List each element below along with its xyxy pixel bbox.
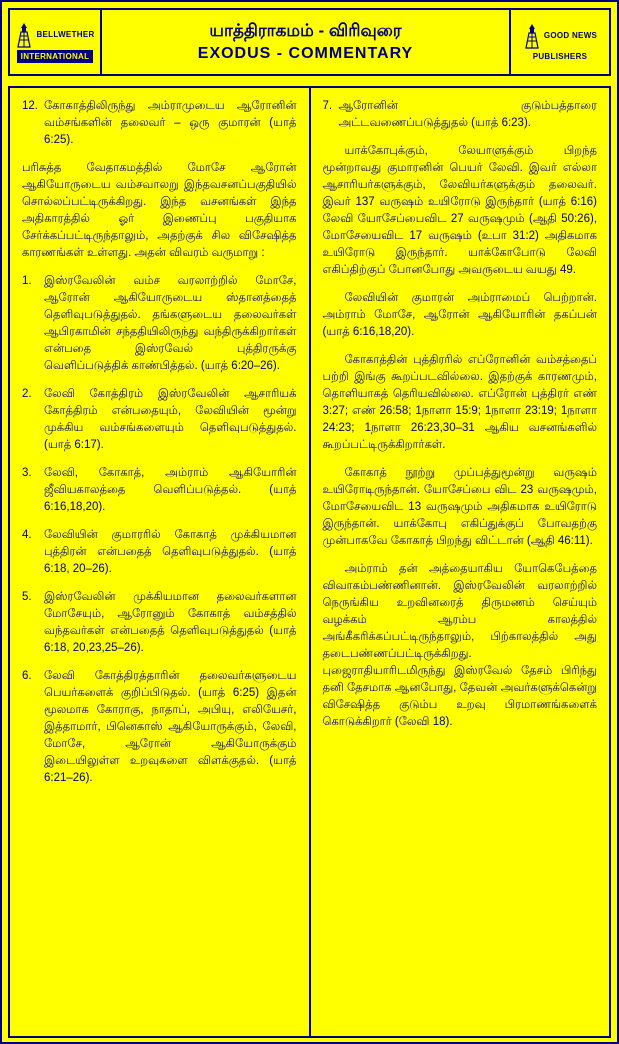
list-item-text: கோகாத்திலிருந்து அம்ராமுடைய ஆரோனின் வம்சங்களின் தலைவர் – ஒரு குமாரன் (யாத் 6:25). [44,100,297,146]
list-item-number: 5. [22,591,32,603]
body-paragraph: கோகாத்தின் புத்திரரில் எப்ரோனின் வம்சத்தைப் பற்றி இங்கு கூறப்படவில்லை. இதற்குக் காரணமும், தொளியாகத் தெரியவில்லை. எப்ரோன் புத்திரர் எண் 3:27; எண் 26:58; 1நாளா 15:9; 1நாளா 23:19; 1நாளா 24:23; 1நாளா 26:23,30–31 ஆகிய வசனங்களில் கூறப்பட்டிருக்கிறார்கள். [322,354,597,451]
list-item [22,465,297,516]
list-item-text: லேவியின் குமாரரில் கோகாத் முக்கியமான புத்திரன் என்பதைத் தெளிவுபடுத்துதல். (யாத் 6:18, 20–26). [44,529,297,575]
list-item [323,98,598,132]
list-item-text: இஸ்ரவேலின் வம்ச வரலாற்றில் மோசே, ஆரோன் ஆகியோருடைய ஸ்தானத்தைத் தெளிவுபடுத்துதல். தங்களுடைய தலைவர்கள் ஆபிரகாமின் சந்ததியிலிருந்து வந்திருக்கிறார்கள் என்பதை இஸ்ரவேல் புத்திரருக்கு வெளிப்படுத்திக் காண்பித்தல். (யாத் 6:20–26). [44,275,297,372]
body-paragraph: கோகாத் நூற்று முப்பத்துமூன்று வருஷம் உயிரோடிருந்தான். யோசேப்பை விட 23 வருஷமும், மோசேயைவிட 13 வருஷமும் அதிகமாக உயிரோடு இருந்தான். யாக்கோபு எகிப்துக்குப் போவதற்கு முன்பாகவே கோகாத் பிறந்து விட்டான் (ஆதி 46:11). [322,467,597,547]
body-paragraph: யாக்கோபுக்கும், லேயாளுக்கும் பிறந்த மூன்றாவது குமாரனின் பெயர் லேவி. இவர் எல்லா ஆசாரியர்களுக்கும், லேவியர்களுக்கும் தலைவர். இவர் 137 வருஷம் உயிரோடு இருந்தார் (யாத் 6:16) லேவி யோசேப்பைவிட 27 வருஷமும் (ஆதி 50:26), மோசேயைவிட 17 வருஷம் (உபா 31:2) அதிகமாக உயிரோடு இருந்தார். யாக்கோபோடு லேவி எகிப்திற்குப் போனபோது அவருடைய வயது 49. [322,145,597,276]
list-item-number: 1. [22,275,32,287]
body-paragraph: லேவியின் குமாரன் அம்ராமைப் பெற்றான். அம்ராம் மோசே, ஆரோன் ஆகியோரின் தகப்பன் (யாத் 6:16,18,20). [322,292,597,338]
logo-left-line1: BELLWETHER [36,29,95,39]
body-columns [8,86,611,1038]
list-item-number: 4. [22,529,32,541]
list-item [22,386,297,454]
list-item-text: இஸ்ரவேலின் முக்கியமான தலைவர்களான மோசேயும், ஆரோனும் கோகாத் வம்சத்தில் வந்தவர்கள் என்பதைத் தெளிவுபடுத்துதல் (யாத் 6:18, 20,23,25–26). [44,591,297,654]
list-item-number: 2. [22,388,32,400]
list-item-text: லேவி, கோகாத், அம்ராம் ஆகியோரின் ஜீவியகாலத்தை வெளிப்படுத்தல். (யாத் 6:16,18,20). [44,467,297,513]
right-column [311,88,610,1036]
list-item-number: 6. [22,670,32,682]
page-header [8,8,611,76]
list-item-text: லேவி கோத்திரத்தாரின் தலைவர்களுடைய பெயர்களைக் குறிப்பிடுதல். (யாத் 6:25) இதன் மூலமாக கோராகு, நாதாப், அபியு, எலியேசர், இத்தாமார், பினெகாஸ் ஆகியோருக்கும், லேவி, மோசே, ஆரோன் ஆகியோருக்கும் இடையிலுள்ள உறவுகளை விளக்குதல். (யாத் 6:21–26). [44,670,297,784]
body-paragraph: அம்ராம் தன் அத்தையாகிய யோகெபேத்தை விவாகம்பண்ணினான். இஸ்ரவேலின் வரலாற்றில் நெருங்கிய உறவினரைத் திருமணம் செய்யும் வழக்கம் ஆரம்ப காலத்தில் அங்கீகரிக்கப்பட்டிருந்தாலும், பிற்காலத்தில் அது தடைபண்ணப்பட்டிருக்கிறது. புஜைராதியாரிடமிருந்து இஸ்ரவேல் தேசம் பிரிந்து தனி தேசமாக ஆனபோது, தேவன் அவர்களுக்கென்று விசேஷித்த குடும்ப உறவு பிரமாணங்களைக் கொடுக்கிறார் (லேவி 18). [322,563,597,728]
page-title-english: EXODUS - COMMENTARY [197,45,414,62]
list-item-text: ஆரோனின் குடும்பத்தாரை அட்டவணைப்படுத்துதல் (யாத் 6:23). [338,100,597,129]
logo-right-row [514,23,606,49]
list-item [22,273,297,375]
tower-icon [523,23,541,49]
list-item [22,527,297,578]
list-item-number: 7. [322,100,333,112]
list-item-number: 3. [22,467,32,479]
list-item [22,589,297,657]
logo-left-row [13,22,97,48]
page-title [102,10,509,74]
list-item-text: லேவி கோத்திரம் இஸ்ரவேலின் ஆசாரியக் கோத்திரம் என்பதையும், லேவியின் மூன்று முக்கிய வம்சங்களையும் தெளிவுபடுத்துதல். (யாத் 6:17). [44,388,297,451]
logo-right-line2: PUBLISHERS [532,51,588,61]
page-title-tamil: யாத்திராகமம் - விரிவுரை [209,21,402,40]
list-item-number: 12. [22,100,38,112]
list-item [22,668,297,787]
list-item [22,98,297,149]
logo-right-line1: GOOD NEWS [543,30,598,40]
intro-paragraph: பரிசுத்த வேதாகமத்தில் மோசே ஆரோன் ஆகியோருடைய வம்சவாலறு இந்தவசனப்பகுதியில் சொல்லப்பட்டிருக்கிறது. இந்த வசனங்கள் இந்த அதிகாரத்தில் ஓர் இணைப்பு பகுதியாக சேர்க்கப்பட்டிருந்தாலும், அதற்குக் சில விசேஷித்த காரணங்கள் உள்ளது. அதன் விவரம் வருமாறு : [22,162,297,259]
left-column [10,88,311,1036]
publisher-logo-left [10,10,102,74]
tower-icon [15,22,33,48]
publisher-logo-right [509,10,609,74]
logo-left-line2: INTERNATIONAL [17,50,94,63]
